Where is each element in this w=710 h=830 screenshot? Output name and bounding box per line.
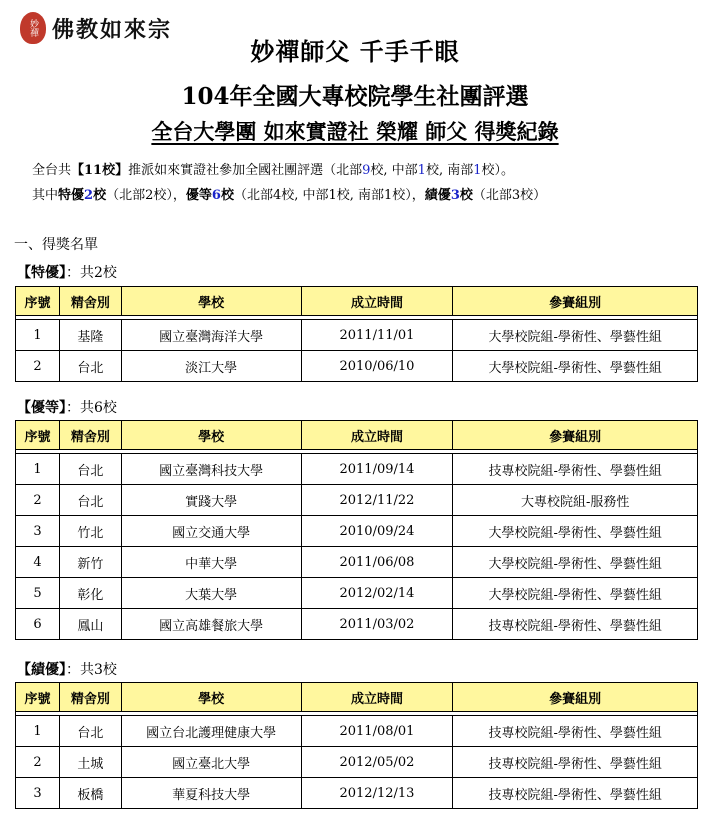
table-cell: 大學校院組-學術性、學藝性組 — [453, 578, 698, 609]
table-row — [16, 547, 698, 578]
table-header-row — [16, 683, 698, 712]
seal-icon: 妙禪 — [20, 12, 46, 44]
table-cell: 國立臺灣海洋大學 — [121, 320, 301, 351]
table-cell: 台北 — [59, 351, 121, 382]
table-cell: 2 — [16, 351, 60, 382]
table-cell: 5 — [16, 578, 60, 609]
table-cell: 1 — [16, 454, 60, 485]
table-cell: 大學校院組-學術性、學藝性組 — [453, 547, 698, 578]
summary-line-2: 其中特優2校（北部2校），優等6校（北部4校, 中部1校, 南部1校），績優3校（北部3校） — [32, 188, 547, 203]
table-row — [16, 351, 698, 382]
table-cell: 國立臺北大學 — [121, 747, 301, 778]
table-cell: 華夏科技大學 — [121, 778, 301, 809]
column-header: 精舍別 — [59, 421, 121, 450]
page-subtitle: 104年全國大專校院學生社團評選 — [181, 83, 529, 110]
table-cell: 2011/11/01 — [301, 320, 453, 351]
table-row — [16, 485, 698, 516]
table-cell: 彰化 — [59, 578, 121, 609]
table-cell: 2010/09/24 — [301, 516, 453, 547]
table-cell: 2012/05/02 — [301, 747, 453, 778]
table-cell: 淡江大學 — [121, 351, 301, 382]
table-cell: 3 — [16, 516, 60, 547]
column-header: 參賽組別 — [453, 683, 698, 712]
table-cell: 國立臺灣科技大學 — [121, 454, 301, 485]
table-row — [16, 578, 698, 609]
table-cell: 基隆 — [59, 320, 121, 351]
column-header: 精舍別 — [59, 683, 121, 712]
table-cell: 技專校院組-學術性、學藝性組 — [453, 454, 698, 485]
table-cell: 大學校院組-學術性、學藝性組 — [453, 351, 698, 382]
column-header: 學校 — [121, 287, 301, 316]
table-row — [16, 778, 698, 809]
table-cell: 2011/09/14 — [301, 454, 453, 485]
table-cell: 板橋 — [59, 778, 121, 809]
table-cell: 國立高雄餐旅大學 — [121, 609, 301, 640]
table-row — [16, 716, 698, 747]
table-cell: 1 — [16, 320, 60, 351]
brand-name: 佛教如來宗 — [52, 16, 173, 43]
table-cell: 2012/11/22 — [301, 485, 453, 516]
table-cell: 鳳山 — [59, 609, 121, 640]
table-cell: 2012/12/13 — [301, 778, 453, 809]
summary — [32, 158, 546, 208]
table-cell: 3 — [16, 778, 60, 809]
table-row — [16, 454, 698, 485]
column-header: 成立時間 — [301, 287, 453, 316]
table-header-row — [16, 287, 698, 316]
table-cell: 2 — [16, 747, 60, 778]
column-header: 序號 — [16, 683, 60, 712]
award-table — [15, 420, 698, 640]
table-row — [16, 609, 698, 640]
award-table — [15, 286, 698, 382]
table-cell: 1 — [16, 716, 60, 747]
table-cell: 技專校院組-學術性、學藝性組 — [453, 609, 698, 640]
table-cell: 大學校院組-學術性、學藝性組 — [453, 516, 698, 547]
column-header: 參賽組別 — [453, 421, 698, 450]
table-cell: 中華大學 — [121, 547, 301, 578]
table-header-row — [16, 421, 698, 450]
column-header: 序號 — [16, 287, 60, 316]
table-cell: 4 — [16, 547, 60, 578]
column-header: 序號 — [16, 421, 60, 450]
table-cell: 2011/06/08 — [301, 547, 453, 578]
table-cell: 實踐大學 — [121, 485, 301, 516]
table-cell: 台北 — [59, 716, 121, 747]
table-row — [16, 516, 698, 547]
table-cell: 竹北 — [59, 516, 121, 547]
award-category-label: 【特優】：共2校 — [17, 265, 117, 281]
table-cell: 技專校院組-學術性、學藝性組 — [453, 716, 698, 747]
table-cell: 台北 — [59, 485, 121, 516]
column-header: 成立時間 — [301, 683, 453, 712]
column-header: 學校 — [121, 421, 301, 450]
table-cell: 6 — [16, 609, 60, 640]
award-category-label: 【績優】：共3校 — [17, 662, 117, 678]
page-title: 妙禪師父 千手千眼 — [250, 37, 460, 66]
table-cell: 技專校院組-學術性、學藝性組 — [453, 778, 698, 809]
table-cell: 技專校院組-學術性、學藝性組 — [453, 747, 698, 778]
record-heading: 全台大學團 如來實證社 榮耀 師父 得獎紀錄 — [151, 119, 559, 144]
table-cell: 土城 — [59, 747, 121, 778]
table-cell: 大專校院組-服務性 — [453, 485, 698, 516]
column-header: 學校 — [121, 683, 301, 712]
table-cell: 台北 — [59, 454, 121, 485]
column-header: 成立時間 — [301, 421, 453, 450]
table-cell: 新竹 — [59, 547, 121, 578]
table-cell: 國立交通大學 — [121, 516, 301, 547]
table-cell: 大學校院組-學術性、學藝性組 — [453, 320, 698, 351]
table-cell: 2 — [16, 485, 60, 516]
table-cell: 2012/02/14 — [301, 578, 453, 609]
table-cell: 大葉大學 — [121, 578, 301, 609]
column-header: 精舍別 — [59, 287, 121, 316]
table-row — [16, 320, 698, 351]
section-title: 一、得獎名單 — [14, 237, 98, 253]
award-table — [15, 682, 698, 809]
table-cell: 國立台北護理健康大學 — [121, 716, 301, 747]
summary-line-1: 全台共【11校】推派如來實證社參加全國社團評選（北部9校, 中部1校, 南部1校）。 — [32, 163, 515, 178]
table-cell: 2010/06/10 — [301, 351, 453, 382]
table-row — [16, 747, 698, 778]
column-header: 參賽組別 — [453, 287, 698, 316]
table-cell: 2011/03/02 — [301, 609, 453, 640]
award-category-label: 【優等】：共6校 — [17, 400, 117, 416]
table-cell: 2011/08/01 — [301, 716, 453, 747]
